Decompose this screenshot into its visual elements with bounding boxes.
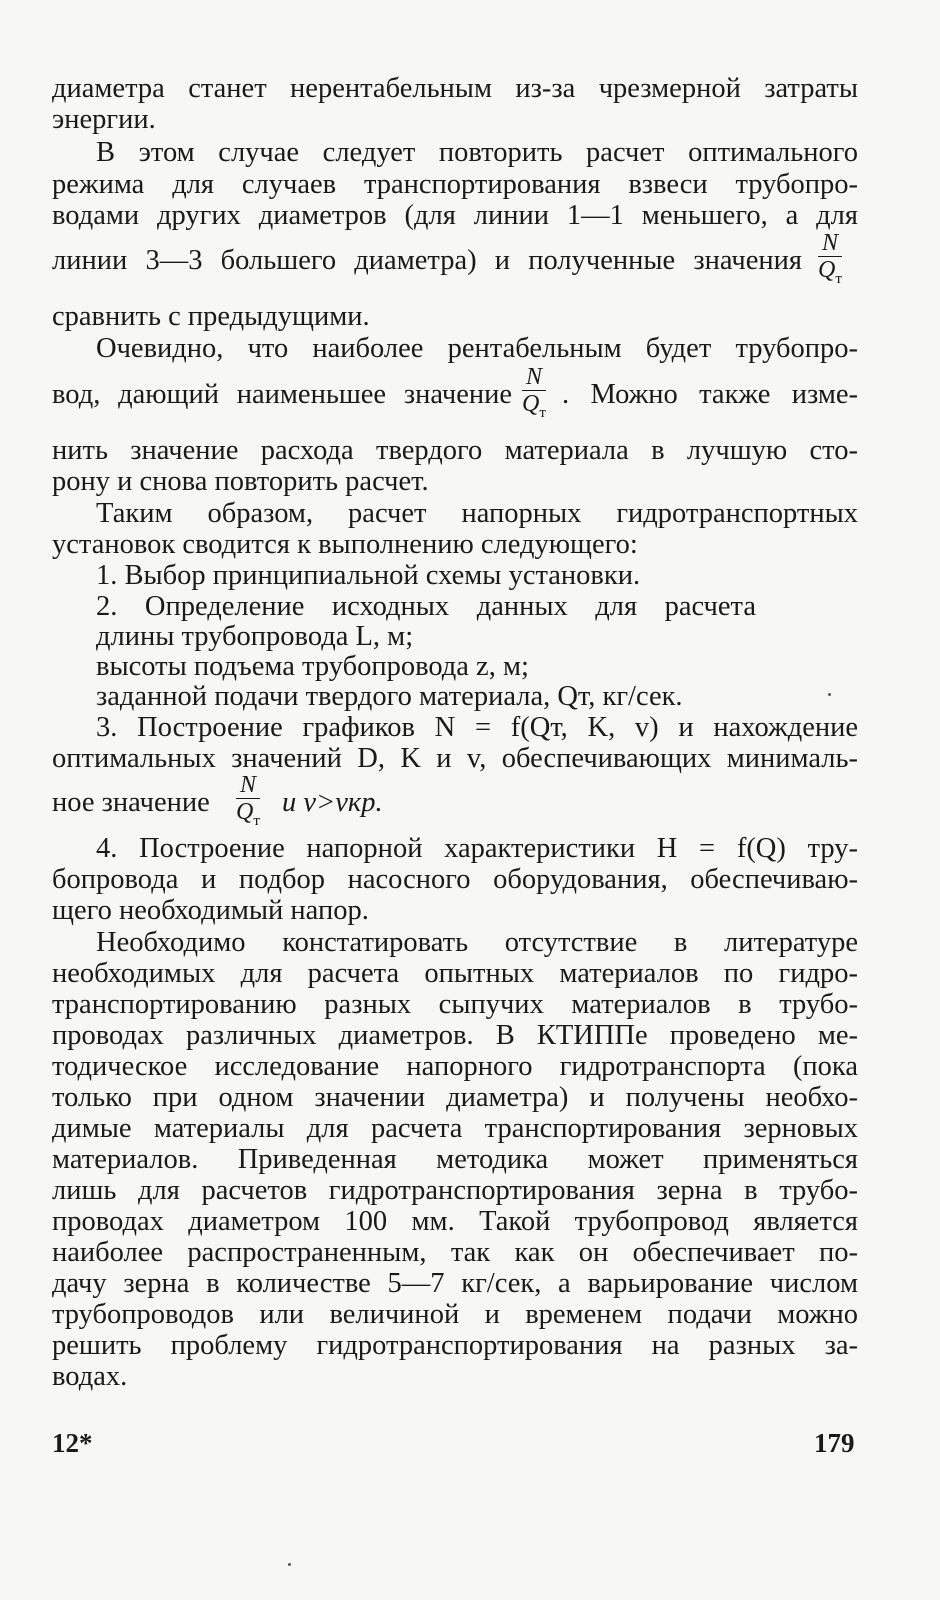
text-line: рону и снова повторить расчет. bbox=[52, 466, 429, 497]
text-line: трубопроводов или величиной и временем подачи можно bbox=[52, 1299, 858, 1330]
text-line: водах. bbox=[52, 1361, 128, 1392]
list-subitem: высоты подъема трубопровода z, м; bbox=[96, 651, 529, 682]
fraction-denominator: Q bbox=[236, 799, 254, 825]
fraction-denominator: Q bbox=[522, 391, 540, 417]
text-line: линии 3—3 большего диаметра) и полученные значения bbox=[52, 245, 802, 276]
fraction-numerator: N bbox=[818, 230, 842, 257]
text-line: В этом случае следует повторить расчет оптимального bbox=[96, 137, 858, 168]
fraction-n-over-qt bbox=[236, 772, 260, 834]
text-line: транспортированию разных сыпучих материалов в трубо- bbox=[52, 989, 858, 1020]
text-line: материалов. Приведенная методика может применяться bbox=[52, 1144, 858, 1175]
text-line: оптимальных значений D, K и v, обеспечивающих минималь- bbox=[52, 743, 858, 774]
fraction-n-over-qt bbox=[522, 364, 546, 426]
text-line: ное значение bbox=[52, 787, 210, 818]
text-line: тодическое исследование напорного гидротранспорта (пока bbox=[52, 1051, 858, 1082]
text-line: бопровода и подбор насосного оборудования, обеспечиваю- bbox=[52, 864, 858, 895]
text-line: Очевидно, что наиболее рентабельным будет трубопро- bbox=[96, 333, 858, 364]
text-line: . Можно также изме- bbox=[562, 379, 858, 410]
fraction-subscript: т bbox=[835, 270, 842, 287]
text-line: Необходимо констатировать отсутствие в литературе bbox=[96, 927, 858, 958]
fraction-numerator: N bbox=[236, 772, 260, 799]
fraction-n-over-qt bbox=[818, 230, 842, 292]
fraction-subscript: т bbox=[253, 812, 260, 829]
list-item: 4. Построение напорной характеристики H = f(Q) тру- bbox=[96, 833, 858, 864]
text-line: проводах диаметром 100 мм. Такой трубопровод является bbox=[52, 1206, 858, 1237]
text-line: установок сводится к выполнению следующего: bbox=[52, 529, 638, 560]
text-line: лишь для расчетов гидротранспортирования зерна в трубо- bbox=[52, 1175, 858, 1206]
text-line: наиболее распространенным, так как он обеспечивает по- bbox=[52, 1237, 858, 1268]
list-item: 2. Определение исходных данных для расчета bbox=[96, 591, 756, 622]
text-line: нить значение расхода твердого материала в лучшую сто- bbox=[52, 435, 858, 466]
text-line: диаметра станет нерентабельным из-за чрезмерной затраты bbox=[52, 73, 858, 104]
text-line: решить проблему гидротранспортирования на разных за- bbox=[52, 1330, 858, 1361]
fraction-denominator: Q bbox=[818, 257, 836, 283]
fraction-numerator: N bbox=[522, 364, 546, 391]
text-line: необходимых для расчета опытных материалов по гидро- bbox=[52, 958, 858, 989]
page-number: 179 bbox=[814, 1428, 855, 1458]
speck bbox=[288, 1563, 291, 1566]
text-line: водами других диаметров (для линии 1—1 меньшего, а для bbox=[52, 200, 858, 231]
text-line: димые материалы для расчета транспортирования зерновых bbox=[52, 1113, 858, 1144]
list-item: 1. Выбор принципиальной схемы установки. bbox=[96, 560, 641, 591]
text-line: вод, дающий наименьшее значение bbox=[52, 379, 512, 410]
list-item: 3. Построение графиков N = f(Qт, K, v) и нахождение bbox=[96, 712, 858, 743]
text-line: только при одном значении диаметра) и получены необхо- bbox=[52, 1082, 858, 1113]
text-line: Таким образом, расчет напорных гидротранспортных bbox=[96, 498, 858, 529]
text-line: проводах различных диаметров. В КТИППе проведено ме- bbox=[52, 1020, 858, 1051]
text-line: режима для случаев транспортирования взвеси трубопро- bbox=[52, 169, 858, 200]
text-line: сравнить с предыдущими. bbox=[52, 301, 370, 332]
text-line: и v>vкр. bbox=[282, 787, 383, 818]
speck bbox=[828, 693, 831, 696]
text-line: энергии. bbox=[52, 104, 156, 135]
list-subitem: заданной подачи твердого материала, Qт, кг/сек. bbox=[96, 681, 683, 712]
fraction-subscript: т bbox=[539, 404, 546, 421]
signature-mark: 12* bbox=[52, 1428, 93, 1458]
list-subitem: длины трубопровода L, м; bbox=[96, 621, 414, 652]
text-line: дачу зерна в количестве 5—7 кг/сек, а варьирование числом bbox=[52, 1268, 858, 1299]
text-line: щего необходимый напор. bbox=[52, 895, 369, 926]
